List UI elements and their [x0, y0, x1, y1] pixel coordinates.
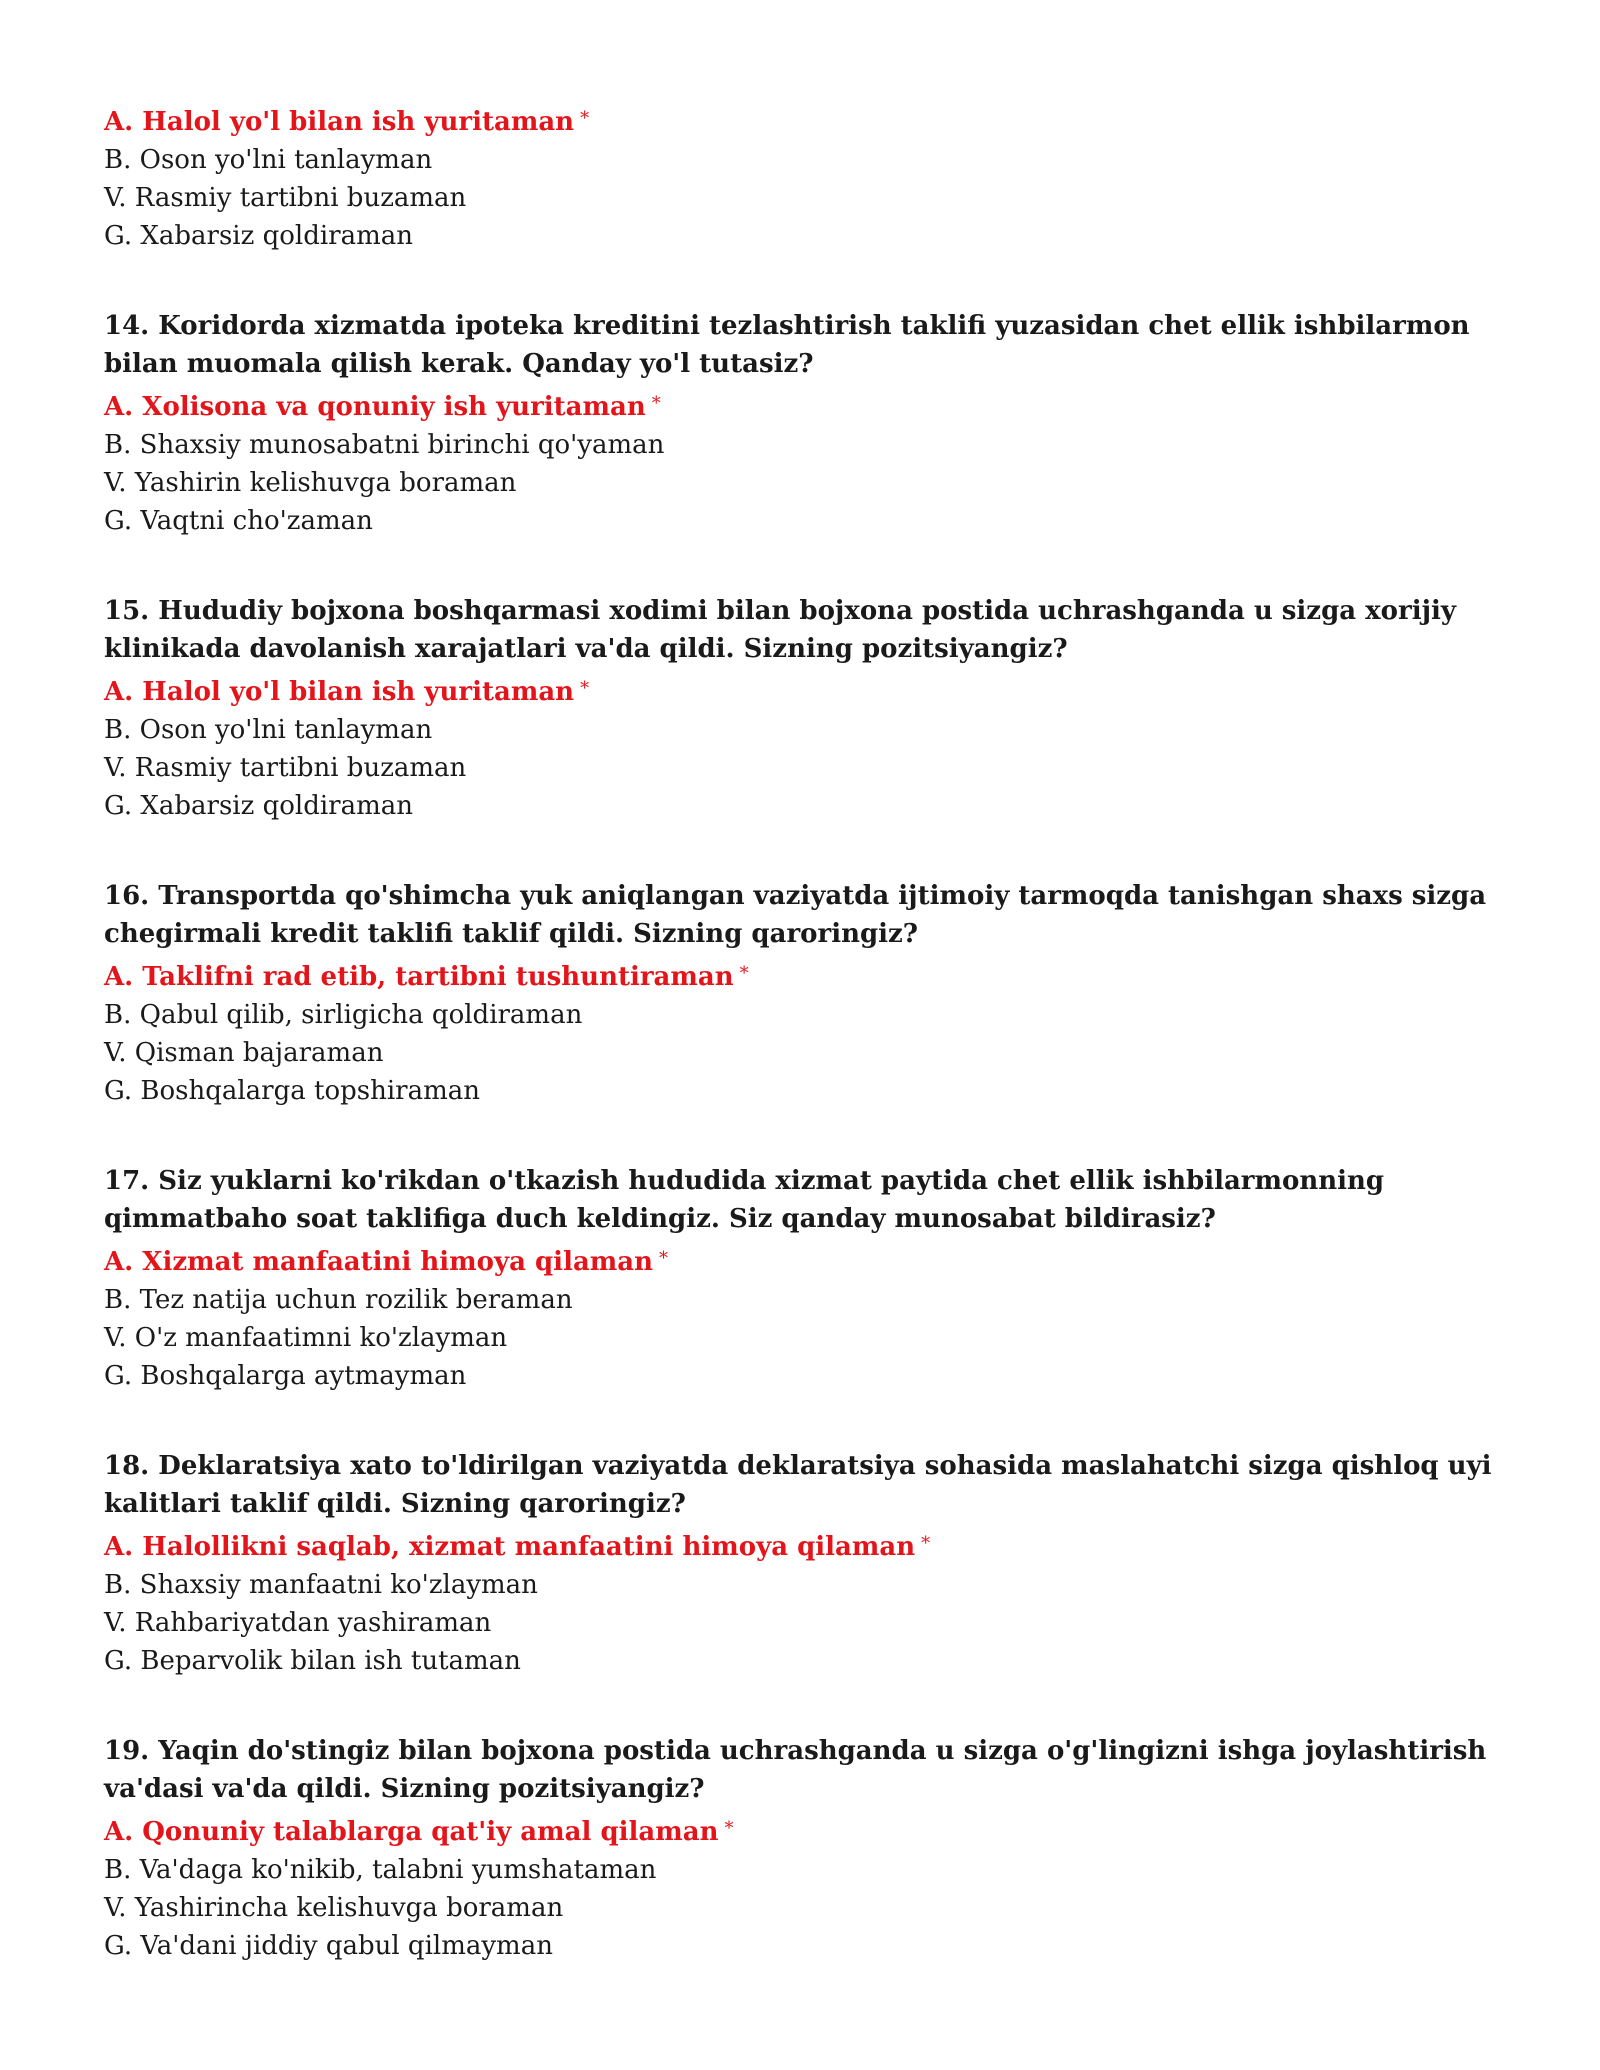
option-text: B. Oson yo'lni tanlayman	[104, 145, 433, 175]
intro-options-block	[104, 100, 1504, 255]
option-text: A. Xolisona va qonuniy ish yuritaman	[104, 392, 646, 422]
option-text: V. Rahbariyatdan yashiraman	[104, 1608, 492, 1638]
option-text: V. Rasmiy tartibni buzaman	[104, 753, 467, 783]
answer-option	[104, 179, 1504, 217]
option-text: B. Shaxsiy manfaatni ko'zlayman	[104, 1570, 538, 1600]
question-text: 15. Hududiy bojxona boshqarmasi xodimi bilan bojxona postida uchrashganda u sizga xorijiy klinikada davolanish xarajatlari va'da qildi. Sizning pozitsiyangiz?	[104, 596, 1456, 664]
question-text: 14. Koridorda xizmatda ipoteka kreditini tezlashtirish taklifi yuzasidan chet ellik ishbilarmon bilan muomala qilish kerak. Qanday yo'l tutasiz?	[104, 311, 1470, 379]
option-text: V. O'z manfaatimni ko'zlayman	[104, 1323, 508, 1353]
question-text: 16. Transportda qo'shimcha yuk aniqlangan vaziyatda ijtimoiy tarmoqda tanishgan shaxs sizga chegirmali kredit taklifi taklif qildi. Sizning qaroringiz?	[104, 881, 1487, 949]
document-page	[104, 100, 1504, 2017]
option-text: G. Boshqalarga aytmayman	[104, 1361, 467, 1391]
answer-option	[104, 1357, 1504, 1395]
correct-answer-option	[104, 955, 1504, 996]
correct-marker: *	[580, 108, 590, 129]
answer-option	[104, 426, 1504, 464]
answer-option	[104, 464, 1504, 502]
question-block	[104, 592, 1504, 825]
option-text: G. Va'dani jiddiy qabul qilmayman	[104, 1931, 553, 1961]
question-block	[104, 877, 1504, 1110]
option-text: G. Vaqtni cho'zaman	[104, 506, 373, 536]
correct-marker: *	[739, 963, 749, 984]
answer-option	[104, 787, 1504, 825]
option-text: B. Shaxsiy munosabatni birinchi qo'yaman	[104, 430, 665, 460]
correct-marker: *	[580, 678, 590, 699]
option-text: B. Oson yo'lni tanlayman	[104, 715, 433, 745]
option-text: A. Xizmat manfaatini himoya qilaman	[104, 1247, 654, 1277]
answer-option	[104, 749, 1504, 787]
option-text: B. Tez natija uchun rozilik beraman	[104, 1285, 573, 1315]
answer-option	[104, 1851, 1504, 1889]
correct-answer-option	[104, 100, 1504, 141]
option-text: B. Va'daga ko'nikib, talabni yumshataman	[104, 1855, 657, 1885]
question-text: 19. Yaqin do'stingiz bilan bojxona postida uchrashganda u sizga o'g'lingizni ishga joylashtirish va'dasi va'da qildi. Sizning pozitsiyangiz?	[104, 1736, 1487, 1804]
answer-option	[104, 217, 1504, 255]
option-text: V. Qisman bajaraman	[104, 1038, 384, 1068]
answer-option	[104, 1281, 1504, 1319]
question-block	[104, 307, 1504, 540]
answer-option	[104, 711, 1504, 749]
answer-option	[104, 1034, 1504, 1072]
question-list	[104, 307, 1504, 1965]
option-text: B. Qabul qilib, sirligicha qoldiraman	[104, 1000, 583, 1030]
question-text: 18. Deklaratsiya xato to'ldirilgan vaziyatda deklaratsiya sohasida maslahatchi sizga qishloq uyi kalitlari taklif qildi. Sizning qaroringiz?	[104, 1451, 1492, 1519]
answer-option	[104, 1072, 1504, 1110]
answer-option	[104, 1319, 1504, 1357]
option-text: A. Halol yo'l bilan ish yuritaman	[104, 107, 575, 137]
answer-option	[104, 1642, 1504, 1680]
answer-option	[104, 1927, 1504, 1965]
option-text: G. Xabarsiz qoldiraman	[104, 791, 413, 821]
answer-option	[104, 502, 1504, 540]
question-block	[104, 1162, 1504, 1395]
option-text: A. Halol yo'l bilan ish yuritaman	[104, 677, 575, 707]
answer-option	[104, 141, 1504, 179]
answer-option	[104, 996, 1504, 1034]
correct-answer-option	[104, 670, 1504, 711]
answer-option	[104, 1889, 1504, 1927]
correct-answer-option	[104, 1810, 1504, 1851]
option-text: A. Halollikni saqlab, xizmat manfaatini himoya qilaman	[104, 1532, 916, 1562]
option-text: V. Yashirin kelishuvga boraman	[104, 468, 517, 498]
answer-option	[104, 1604, 1504, 1642]
option-text: A. Taklifni rad etib, tartibni tushuntiraman	[104, 962, 734, 992]
option-text: V. Yashirincha kelishuvga boraman	[104, 1893, 564, 1923]
correct-answer-option	[104, 1525, 1504, 1566]
option-text: A. Qonuniy talablarga qat'iy amal qilaman	[104, 1817, 719, 1847]
correct-answer-option	[104, 1240, 1504, 1281]
option-text: G. Boshqalarga topshiraman	[104, 1076, 480, 1106]
correct-marker: *	[651, 393, 661, 414]
correct-answer-option	[104, 385, 1504, 426]
correct-marker: *	[921, 1533, 931, 1554]
option-text: V. Rasmiy tartibni buzaman	[104, 183, 467, 213]
option-text: G. Xabarsiz qoldiraman	[104, 221, 413, 251]
answer-option	[104, 1566, 1504, 1604]
question-block	[104, 1732, 1504, 1965]
question-block	[104, 1447, 1504, 1680]
correct-marker: *	[659, 1248, 669, 1269]
correct-marker: *	[724, 1818, 734, 1839]
option-text: G. Beparvolik bilan ish tutaman	[104, 1646, 521, 1676]
question-text: 17. Siz yuklarni ko'rikdan o'tkazish hududida xizmat paytida chet ellik ishbilarmonning qimmatbaho soat taklifiga duch keldingiz. Siz qanday munosabat bildirasiz?	[104, 1166, 1385, 1234]
